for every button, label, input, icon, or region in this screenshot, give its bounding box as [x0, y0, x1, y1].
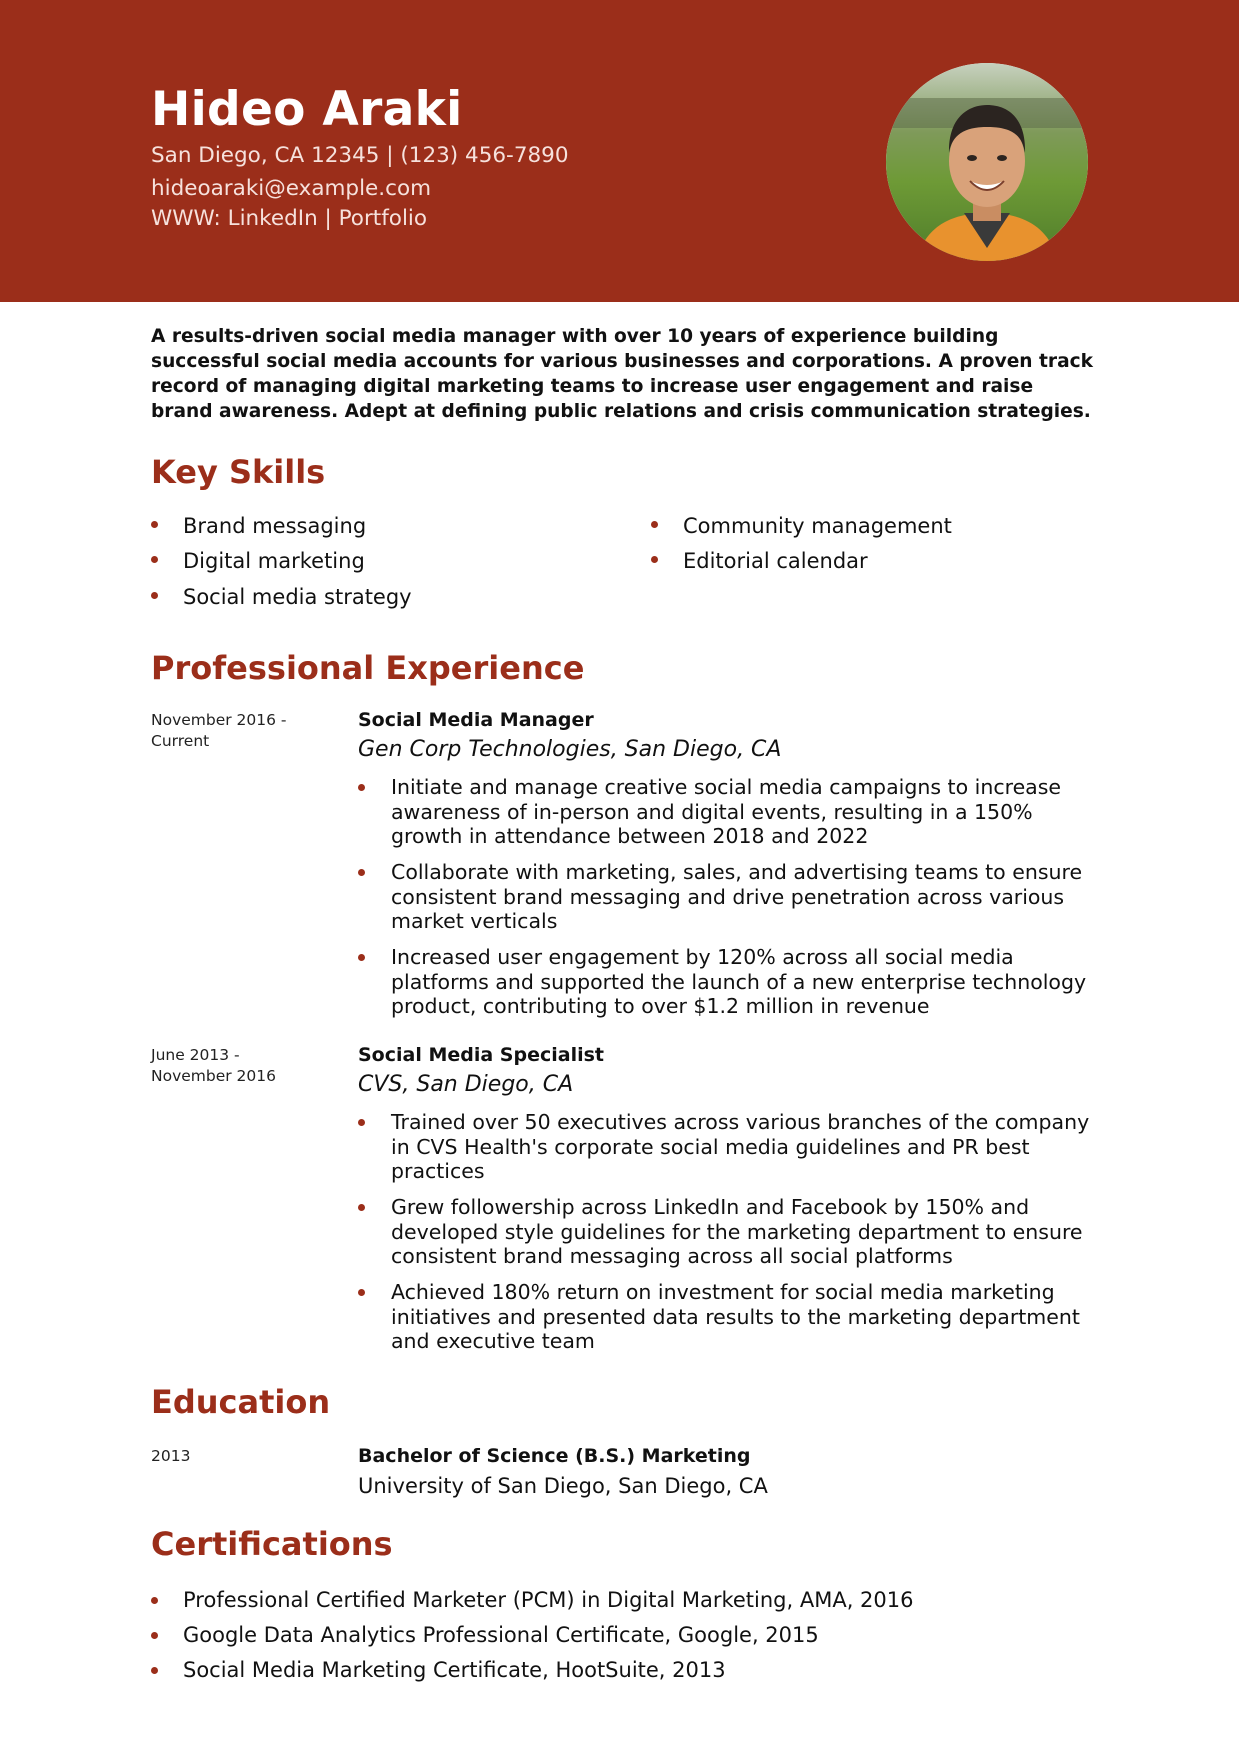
- header-banner: [0, 0, 1239, 302]
- skill-item: Brand messaging: [183, 514, 367, 538]
- section-title-skills: Key Skills: [151, 453, 326, 491]
- candidate-name: Hideo Araki: [151, 82, 463, 137]
- certification-item: Professional Certified Marketer (PCM) in Digital Marketing, AMA, 2016: [183, 1588, 914, 1612]
- job-bullet: Collaborate with marketing, sales, and advertising teams to ensure consistent brand messaging and drive penetration across various market verticals: [391, 860, 1083, 934]
- web-links[interactable]: WWW: LinkedIn | Portfolio: [151, 206, 428, 231]
- bullet-icon: [151, 1667, 158, 1674]
- bullet-icon: [358, 1204, 365, 1211]
- job-date: [151, 1045, 276, 1087]
- certification-item: Social Media Marketing Certificate, HootSuite, 2013: [183, 1658, 726, 1682]
- bullet-icon: [651, 556, 658, 563]
- certification-item: Google Data Analytics Professional Certificate, Google, 2015: [183, 1623, 819, 1647]
- job-employer: Gen Corp Technologies, San Diego, CA: [358, 737, 782, 762]
- avatar: [886, 63, 1088, 261]
- bullet-icon: [151, 556, 158, 563]
- bullet-icon: [651, 521, 658, 528]
- section-title-education: Education: [151, 1383, 331, 1421]
- professional-summary: A results-driven social media manager with over 10 years of experience building successful social media accounts for various businesses and corporations. A proven track record of managing digital marketing teams to increase user engagement and raise brand awareness. Adept at defining public relations and crisis communication strategies.: [151, 326, 1094, 422]
- bullet-icon: [151, 521, 158, 528]
- section-title-experience: Professional Experience: [151, 649, 585, 687]
- job-date-end: November 2016: [151, 1067, 277, 1085]
- bullet-icon: [358, 954, 365, 961]
- job-bullet: Initiate and manage creative social media campaigns to increase awareness of in-person and digital events, resulting in a 150% growth in attendance between 2018 and 2022: [391, 775, 1062, 849]
- bullet-icon: [151, 1632, 158, 1639]
- bullet-icon: [358, 1119, 365, 1126]
- job-bullet: Achieved 180% return on investment for social media marketing initiatives and presented data results to the marketing department and executive team: [391, 1280, 1080, 1354]
- job-bullet: Grew followership across LinkedIn and Facebook by 150% and developed style guidelines for the marketing department to ensure consistent brand messaging across all social platforms: [391, 1195, 1083, 1269]
- bullet-icon: [151, 592, 158, 599]
- job-title: Social Media Specialist: [358, 1044, 604, 1066]
- address-phone: San Diego, CA 12345 | (123) 456-7890: [151, 143, 569, 168]
- education-school: University of San Diego, San Diego, CA: [358, 1474, 768, 1498]
- job-bullet: Trained over 50 executives across various branches of the company in CVS Health's corporate social media guidelines and PR best practices: [391, 1110, 1090, 1184]
- skill-item: Community management: [683, 514, 952, 538]
- bullet-icon: [151, 1597, 158, 1604]
- section-title-certifications: Certifications: [151, 1525, 393, 1563]
- skill-item: Social media strategy: [183, 585, 412, 609]
- email[interactable]: hideoaraki@example.com: [151, 176, 432, 201]
- job-employer: CVS, San Diego, CA: [358, 1072, 574, 1097]
- skill-item: Digital marketing: [183, 549, 365, 573]
- bullet-icon: [358, 869, 365, 876]
- education-degree: Bachelor of Science (B.S.) Marketing: [358, 1445, 751, 1467]
- skill-item: Editorial calendar: [683, 549, 868, 573]
- bullet-icon: [358, 1289, 365, 1296]
- job-date-end: Current: [151, 732, 210, 750]
- job-date-start: June 2013 -: [151, 1046, 240, 1064]
- job-date: [151, 710, 287, 752]
- job-date-start: November 2016 -: [151, 711, 287, 729]
- education-year: 2013: [151, 1447, 191, 1465]
- bullet-icon: [358, 784, 365, 791]
- job-title: Social Media Manager: [358, 709, 594, 731]
- profile-photo: [886, 63, 1088, 261]
- job-bullet: Increased user engagement by 120% across all social media platforms and supported the launch of a new enterprise technology product, contributing to over $1.2 million in revenue: [391, 945, 1087, 1019]
